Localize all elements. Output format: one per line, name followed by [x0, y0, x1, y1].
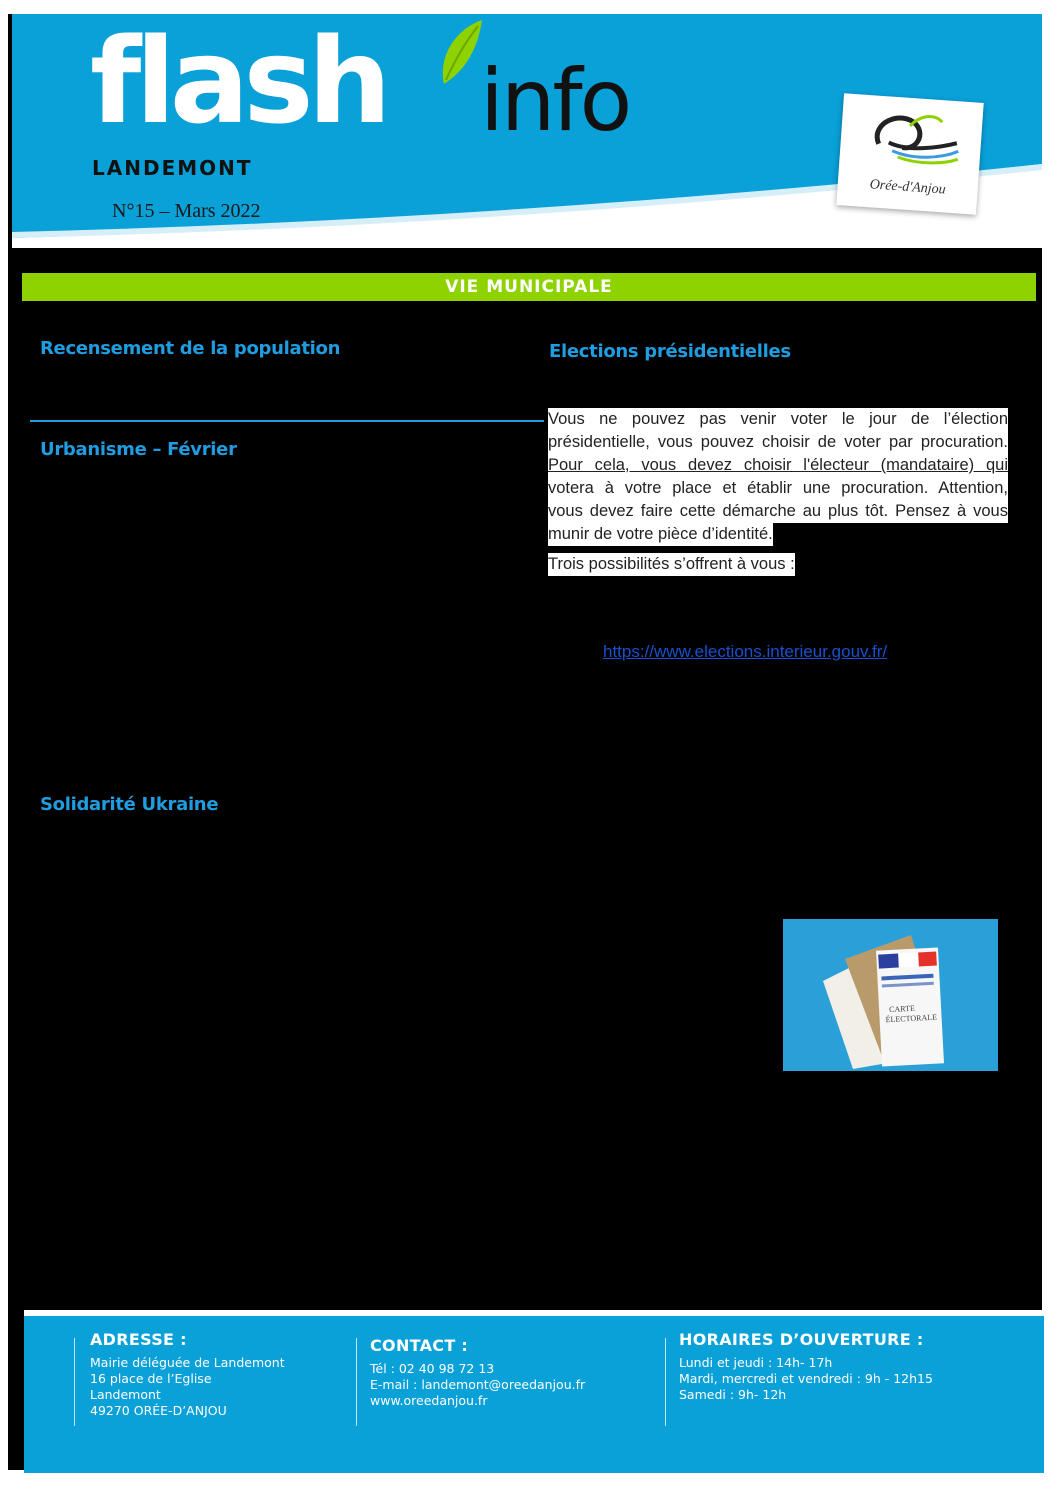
footer: [24, 1310, 1044, 1473]
heading-elections: Elections présidentielles: [549, 341, 791, 362]
footer-phone: Tél : 02 40 98 72 13: [370, 1361, 495, 1376]
footer-hours-line: Lundi et jeudi : 14h- 17h: [679, 1355, 833, 1370]
paragraph-line: munir de votre pièce d’identité.: [548, 523, 773, 546]
footer-address-line: Landemont: [90, 1387, 161, 1402]
paragraph-line: Trois possibilités s’offrent à vous :: [548, 553, 795, 576]
footer-address-title: ADRESSE :: [90, 1330, 187, 1349]
electoral-card-image: [783, 919, 998, 1071]
town-name: LANDEMONT: [92, 156, 253, 180]
issue-number: N°15 – Mars 2022: [112, 200, 261, 222]
heading-urbanisme: Urbanisme – Février: [40, 439, 237, 460]
brand-info: info: [480, 51, 630, 151]
footer-email: E-mail : landemont@oreedanjou.fr: [370, 1377, 586, 1392]
paragraph-line: présidentielle, vous pouvez choisir de voter par procuration.: [548, 431, 1008, 454]
heading-recensement: Recensement de la population: [40, 338, 341, 359]
elections-website-link[interactable]: https://www.elections.interieur.gouv.fr/: [603, 642, 888, 661]
footer-address-line: 16 place de l’Eglise: [90, 1371, 212, 1386]
paragraph-line: votera à votre place et établir une procuration. Attention,: [548, 477, 1008, 500]
footer-hours-line: Samedi : 9h- 12h: [679, 1387, 787, 1402]
footer-address-line: Mairie déléguée de Landemont: [90, 1355, 285, 1370]
paragraph-line: Pour cela, vous devez choisir l'électeur (mandataire) qui: [548, 454, 1008, 477]
page-margin-bottom: [0, 1470, 1058, 1497]
section-title: VIE MUNICIPALE: [445, 277, 613, 297]
card-title-line-1: CARTE: [888, 1003, 916, 1015]
brand-flash: flash: [90, 14, 386, 150]
page-margin-right: [1042, 0, 1058, 1497]
footer-separator: [665, 1338, 666, 1426]
card-title-line-2: ÉLECTORALE: [885, 1012, 938, 1025]
footer-website: www.oreedanjou.fr: [370, 1393, 488, 1408]
page-margin-left: [0, 0, 8, 1497]
footer-hours-line: Mardi, mercredi et vendredi : 9h - 12h15: [679, 1371, 933, 1386]
footer-separator: [356, 1338, 357, 1426]
electoral-card-photo: [783, 919, 998, 1071]
newsletter-header: [12, 14, 1042, 248]
footer-contact: [370, 1336, 585, 1409]
page-margin-top: [0, 0, 1058, 14]
footer-hours: [679, 1330, 933, 1403]
elections-paragraph: [548, 408, 1008, 583]
footer-address-line: 49270 ORÉE-D’ANJOU: [90, 1403, 227, 1418]
footer-contact-title: CONTACT :: [370, 1336, 469, 1355]
column-divider: [30, 420, 544, 422]
section-title-bar: [22, 273, 1036, 301]
heading-solidarite-ukraine: Solidarité Ukraine: [40, 794, 219, 815]
paragraph-line: Vous ne pouvez pas venir voter le jour de l’élection: [548, 408, 1008, 431]
footer-hours-title: HORAIRES D’OUVERTURE :: [679, 1330, 924, 1349]
paragraph-line: vous devez faire cette démarche au plus tôt. Pensez à vous: [548, 500, 1008, 523]
footer-separator: [74, 1338, 75, 1426]
logo-text: Orée-d'Anjou: [869, 177, 947, 198]
oree-danjou-logo: [836, 93, 983, 214]
footer-address: [90, 1330, 285, 1419]
logo-swirl-icon: [857, 102, 966, 179]
leaf-icon: [432, 18, 484, 88]
